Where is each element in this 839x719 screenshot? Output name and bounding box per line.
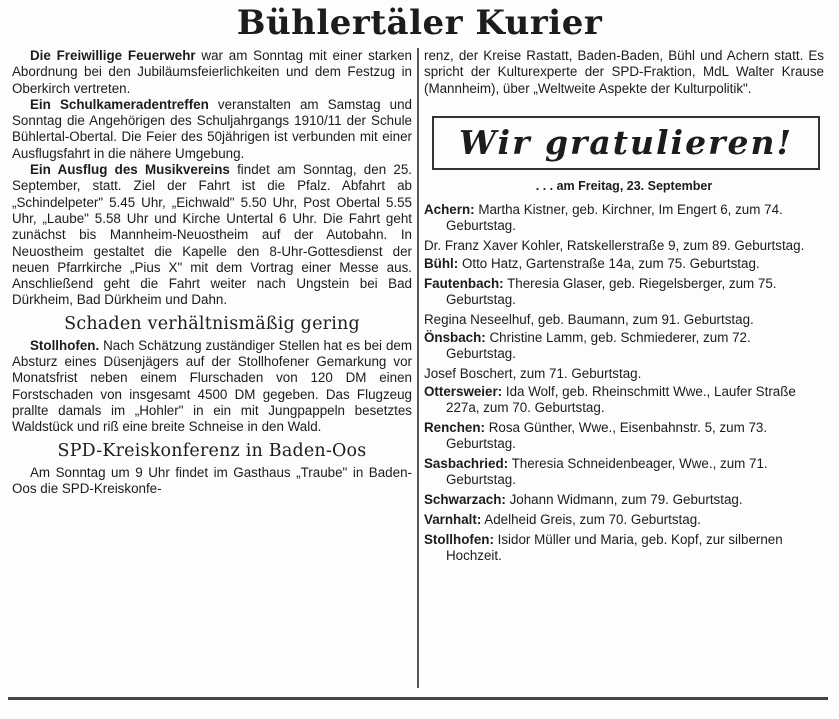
list-item: Dr. Franz Xaver Kohler, Ratskellerstraße 9, zum 89. Geburtstag. xyxy=(424,237,805,253)
headline-spd: SPD-Kreiskonferenz in Baden-Oos xyxy=(57,440,367,461)
text-schultreffen: veranstalten am Samstag und Sonntag die Angehörigen des Schuljahrgangs 1910/11 der Schule Bühlertal-Obertal. Die Feier des 50jährigen ist verbunden mit einer Ausflugsfahrt in die nähere Umgebung. xyxy=(12,96,413,161)
list-item: Sasbachried: Theresia Schneidenbeager, Wwe., zum 71. Geburtstag. xyxy=(424,455,768,487)
article-spd-continued: renz, der Kreise Rastatt, Baden-Baden, Bühl und Achern statt. Es spricht der Kulturexperte der SPD-Fraktion, MdL Walter Krause (Mannheim), über „Weltweite Aspekte der Kulturpolitik". xyxy=(424,48,824,96)
lead-schultreffen: Ein Schulkameradentreffen xyxy=(30,96,209,112)
article-schultreffen xyxy=(12,97,412,162)
bottom-rule xyxy=(8,697,828,700)
congratulations-banner xyxy=(432,116,820,170)
column-divider xyxy=(417,48,419,688)
congratulations-heading: Wir gratulieren! xyxy=(459,122,793,162)
article-spd-start: Am Sonntag um 9 Uhr findet im Gasthaus „Traube" in Baden-Oos die SPD-Kreiskonfe- xyxy=(12,464,412,496)
list-item: Josef Boschert, zum 71. Geburtstag. xyxy=(424,365,642,381)
list-item: Önsbach: Christine Lamm, geb. Schmiederer, zum 72. Geburtstag. xyxy=(424,329,751,361)
masthead-title: Bühlertäler Kurier xyxy=(236,3,603,43)
text-feuerwehr: war am Sonntag mit einer starken Abordnung bei den Jubiläumsfeierlichkeiten und dem Festzug in Oberkirch vertreten. xyxy=(12,48,412,96)
list-item: Ottersweier: Ida Wolf, geb. Rheinschmitt Wwe., Laufer Straße 227a, zum 70. Geburtstag. xyxy=(424,383,796,415)
left-column xyxy=(12,48,412,497)
text-schaden: Nach Schätzung zuständiger Stellen hat es bei dem Absturz eines Düsenjägers auf der Stollhofener Gemarkung vor Monatsfrist neben einem Flurschaden von 120 DM einen Forstschaden von insgesamt 4500 DM gegeben. Das Flugzeug prallte damals im „Hohler" in ein mit Jungpappeln besetztes Waldstück und riß eine breite Schneise in den Wald. xyxy=(12,337,412,435)
text-musikverein: findet am Sonntag, den 25. September, statt. Ziel der Fahrt ist die Pfalz. Abfahrt ab „Schindelpeter" 5.45 Uhr, „Eichwald" 5.50 Uhr, Post Obertal 5.55 Uhr, „Laube" 5.58 Uhr und Kirche Untertal 6 Uhr. Die Fahrt geht zunächst bis Mannheim-Neuostheim auf der Autobahn. In Neuostheim gestaltet die Kapelle den 8-Uhr-Gottesdienst der neuen Pfarrkirche „Pius X" mit dem Vortrag einer Messe aus. Anschließend geht die Fahrt weiter nach Ungstein bei Bad Dürkheim, Bad Dürkheim und Dahn. xyxy=(12,162,412,308)
list-item: Renchen: Rosa Günther, Wwe., Eisenbahnstr. 5, zum 73. Geburtstag. xyxy=(424,419,768,451)
lead-feuerwehr: Die Freiwillige Feuerwehr xyxy=(30,48,196,63)
headline-schaden: Schaden verhältnismäßig gering xyxy=(64,313,360,334)
list-item: Schwarzach: Johann Widmann, zum 79. Geburtstag. xyxy=(424,491,743,507)
date-line: . . . am Freitag, 23. September xyxy=(535,178,713,193)
list-item: Stollhofen: Isidor Müller und Maria, geb. Kopf, zur silbernen Hochzeit. xyxy=(424,531,783,563)
list-item: Achern: Martha Kistner, geb. Kirchner, Im Engert 6, zum 74. Geburtstag. xyxy=(424,201,783,233)
list-item: Varnhalt: Adelheid Greis, zum 70. Geburtstag. xyxy=(424,511,701,527)
article-schaden xyxy=(12,338,412,436)
right-column xyxy=(424,48,824,568)
lead-stollhofen: Stollhofen. xyxy=(30,337,100,353)
list-item: Fautenbach: Theresia Glaser, geb. Riegelsberger, zum 75. Geburtstag. xyxy=(424,275,777,307)
article-feuerwehr xyxy=(12,48,412,97)
article-musikverein xyxy=(12,162,412,309)
lead-musikverein: Ein Ausflug des Musikvereins xyxy=(30,162,230,178)
list-item: Regina Neseelhuf, geb. Baumann, zum 91. Geburtstag. xyxy=(424,311,754,327)
birthday-list xyxy=(424,202,824,564)
list-item: Bühl: Otto Hatz, Gartenstraße 14a, zum 75. Geburtstag. xyxy=(424,255,760,271)
